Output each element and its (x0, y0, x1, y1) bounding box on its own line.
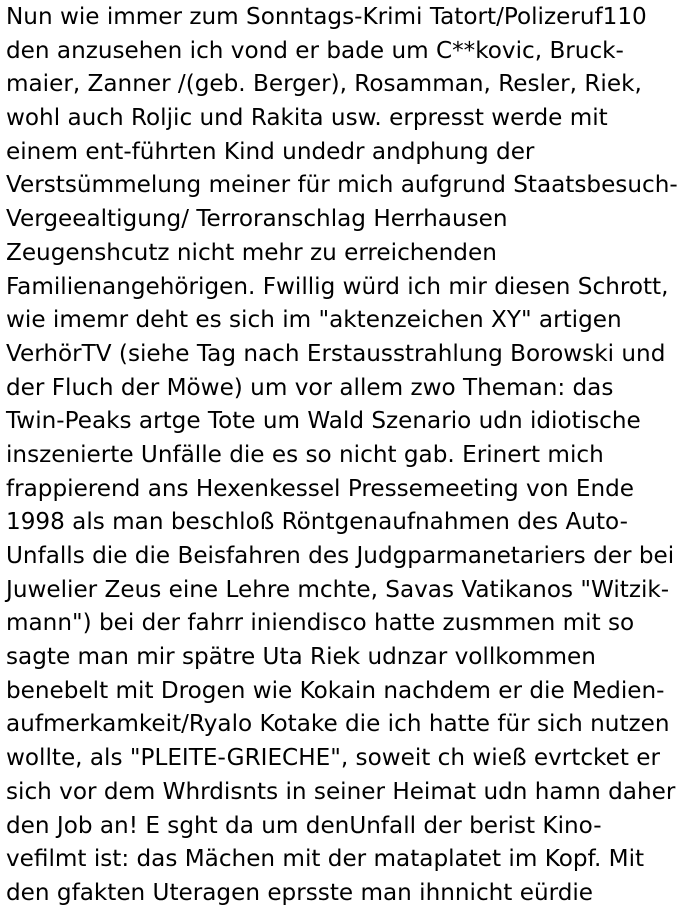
text-line-15: frappierend ans Hexenkessel Pressemeeting von Ende (6, 474, 635, 502)
text-line-16: 1998 als man beschloß Röntgenaufnahmen des Auto- (6, 508, 628, 536)
text-line-19: mann") bei der fahrr iniendisco hatte zusmmen mit so (6, 609, 635, 637)
text-line-3: maier, Zanner /(geb. Berger), Rosamman, Resler, Riek, (6, 70, 642, 98)
text-line-2: den anzusehen ich vond er bade um C**kovic, Bruck- (6, 36, 624, 64)
text-line-7: Vergeealtigung/ Terroranschlag Herrhausen (6, 205, 508, 233)
text-line-11: VerhörTV (siehe Tag nach Erstausstrahlung Borowski und (6, 339, 666, 367)
text-line-6: Verstsümmelung meiner für mich aufgrund Staatsbesuch- (6, 171, 678, 199)
text-line-26: vefilmt ist: das Mächen mit der mataplatet im Kopf. Mit (6, 845, 645, 873)
text-line-1: Nun wie immer zum Sonntags-Krimi Tatort/Polizeruf110 (6, 3, 647, 30)
text-line-25: den Job an! E sght da um denUnfall der berist Kino- (6, 811, 602, 839)
text-line-4: wohl auch Roljic und Rakita usw. erpresst werde mit (6, 104, 608, 132)
text-line-14: inszenierte Unfälle die es so nicht gab. Erinert mich (6, 440, 604, 468)
text-line-23: wollte, als "PLEITE-GRIECHE", soweit ch wieß evrtcket er (6, 744, 660, 772)
text-line-5: einem ent-führten Kind undedr andphung der (6, 137, 535, 165)
text-line-22: aufmerkamkeit/Ryalo Kotake die ich hatte für sich nutzen (6, 710, 670, 738)
text-line-27: den gfakten Uteragen eprsste man ihnnicht eürdie (6, 878, 594, 906)
text-line-10: wie imemr deht es sich im "aktenzeichen XY" artigen (6, 306, 622, 334)
text-line-13: Twin-Peaks artge Tote um Wald Szenario udn idiotische (6, 407, 641, 435)
text-line-17: Unfalls die die Beisfahren des Judgparmanetariers der bei (6, 542, 675, 569)
document-text-block (6, 0, 682, 910)
text-line-12: der Fluch der Möwe) um vor allem zwo Theman: das (6, 373, 614, 401)
text-line-8: Zeugenshcutz nicht mehr zu erreichenden (6, 238, 497, 266)
text-line-21: benebelt mit Drogen wie Kokain nachdem er die Medien- (6, 676, 665, 704)
text-line-9: Familienangehörigen. Fwillig würd ich mir diesen Schrott, (6, 272, 669, 300)
text-line-18: Juwelier Zeus eine Lehre mchte, Savas Vatikanos "Witzik- (6, 575, 670, 603)
text-line-20: sagte man mir spätre Uta Riek udnzar vollkommen (6, 643, 596, 671)
text-line-24: sich vor dem Whrdisnts in seiner Heimat udn hamn daher (6, 777, 676, 805)
